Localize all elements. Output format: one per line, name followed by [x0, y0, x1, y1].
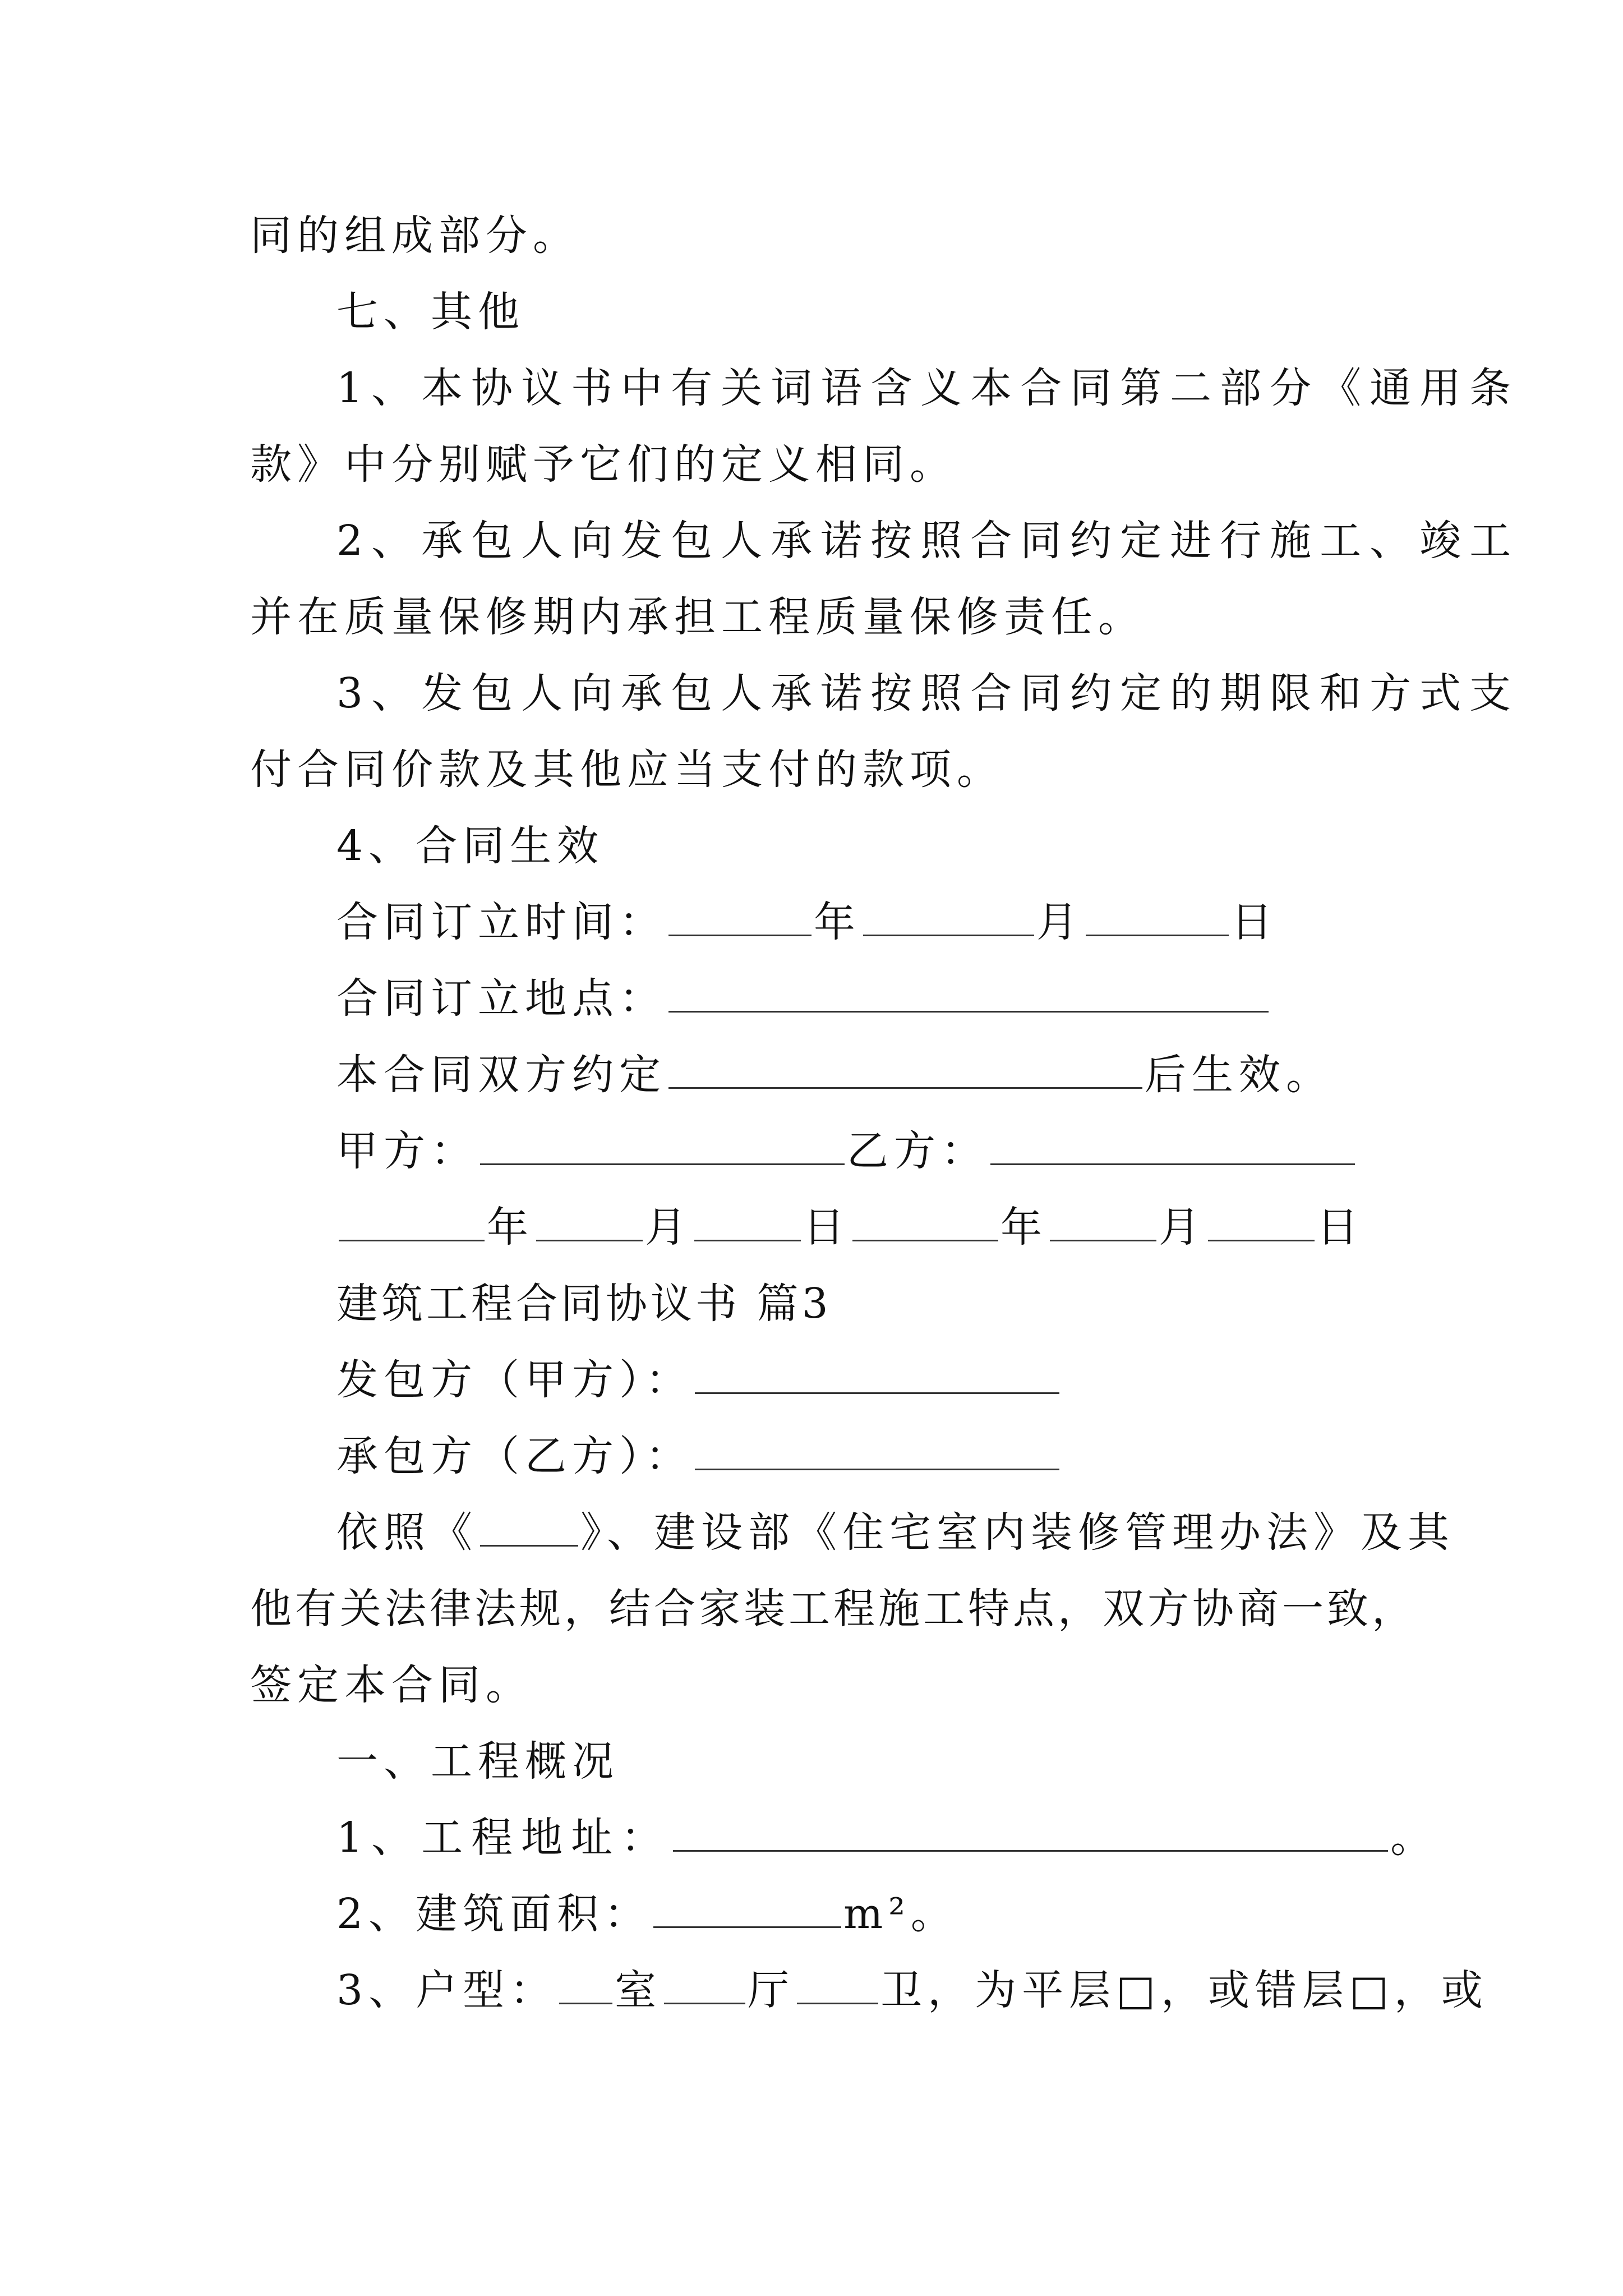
party-b-year-blank[interactable] [852, 1204, 998, 1241]
parties-line [336, 1124, 1357, 1178]
overview-heading: 一、工程概况 [336, 1737, 619, 1786]
contractor-label: 承包方（乙方）： [336, 1432, 693, 1480]
year-text: 年 [814, 898, 861, 946]
area-unit: m²。 [843, 1890, 958, 1938]
paragraph-line: 并在质量保修期内承担工程质量保修责任。 [250, 593, 1145, 641]
law-name-blank[interactable] [480, 1509, 578, 1547]
sign-time-label: 合同订立时间： [336, 898, 666, 946]
contractor-blank[interactable] [695, 1433, 1059, 1470]
area-blank[interactable] [653, 1890, 841, 1928]
party-b-month-blank[interactable] [1050, 1204, 1156, 1241]
layout-label: 3、户型： [336, 1966, 557, 2014]
employer-line [336, 1353, 1062, 1407]
address-blank[interactable] [673, 1814, 1388, 1852]
contractor-line [336, 1429, 1062, 1483]
paragraph-line: 4、合同生效 [336, 822, 605, 870]
day-text: 日 [1231, 898, 1278, 946]
year-blank[interactable] [668, 899, 811, 936]
month-text: 月 [1036, 898, 1083, 946]
bath-text: 卫，为平层□，或错层□，或 [880, 1966, 1488, 2014]
paragraph-line: 款》中分别赋予它们的定义相同。 [250, 440, 957, 489]
year-text: 年 [1000, 1203, 1048, 1251]
section-heading: 七、其他 [336, 288, 525, 336]
sign-place-label: 合同订立地点： [336, 974, 666, 1023]
bath-blank[interactable] [797, 1967, 878, 2004]
area-label: 2、建筑面积： [336, 1890, 652, 1938]
party-a-year-blank[interactable] [339, 1204, 485, 1241]
effective-condition-blank[interactable] [668, 1051, 1142, 1089]
paragraph-line: 3、发包人向承包人承诺按照合同约定的期限和方式支 [336, 669, 1520, 717]
party-b-label: 乙方： [847, 1127, 988, 1175]
paragraph-line: 付合同价款及其他应当支付的款项。 [250, 746, 1004, 794]
party-a-month-blank[interactable] [536, 1204, 643, 1241]
paragraph-line: 1、本协议书中有关词语含义本合同第二部分《通用条 [336, 364, 1520, 412]
address-label: 1、工程地址： [336, 1814, 671, 1862]
room-blank[interactable] [559, 1967, 612, 2004]
layout-line [336, 1963, 1488, 2017]
party-a-blank[interactable] [480, 1128, 845, 1165]
address-line [336, 1811, 1440, 1865]
room-text: 室 [615, 1966, 662, 2014]
basis-line-2: 他有关法律法规，结合家装工程施工特点，双方协商一致， [250, 1585, 1417, 1633]
section-title: 建筑工程合同协议书 篇3 [336, 1280, 832, 1328]
year-text: 年 [487, 1203, 534, 1251]
sign-place-line [336, 972, 1271, 1025]
day-text: 日 [803, 1203, 850, 1251]
day-blank[interactable] [1086, 899, 1229, 936]
effective-line [336, 1048, 1333, 1102]
sign-place-blank[interactable] [668, 975, 1269, 1013]
sign-time-line [336, 895, 1278, 949]
party-b-day-blank[interactable] [1208, 1204, 1315, 1241]
party-a-label: 甲方： [336, 1127, 478, 1175]
area-line [336, 1887, 958, 1941]
effective-prefix: 本合同双方约定 [336, 1051, 666, 1099]
basis-prefix: 依照《 [336, 1508, 478, 1557]
basis-suffix: 》、建设部《住宅室内装修管理办法》及其 [580, 1508, 1455, 1557]
address-end: 。 [1390, 1814, 1441, 1862]
hall-text: 厅 [748, 1966, 795, 2014]
paragraph-line: 2、承包人向发包人承诺按照合同约定进行施工、竣工 [336, 517, 1520, 565]
paragraph-line: 同的组成部分。 [250, 211, 580, 260]
party-a-day-blank[interactable] [694, 1204, 801, 1241]
basis-line-3: 签定本合同。 [250, 1661, 533, 1709]
employer-label: 发包方（甲方）： [336, 1356, 693, 1404]
party-b-blank[interactable] [990, 1128, 1355, 1165]
month-text: 月 [1159, 1203, 1206, 1251]
effective-suffix: 后生效。 [1145, 1051, 1333, 1099]
month-text: 月 [645, 1203, 692, 1251]
employer-blank[interactable] [695, 1356, 1059, 1394]
hall-blank[interactable] [664, 1967, 745, 2004]
basis-line-1 [336, 1506, 1455, 1559]
day-text: 日 [1317, 1203, 1364, 1251]
dates-line [336, 1200, 1364, 1254]
month-blank[interactable] [863, 899, 1034, 936]
